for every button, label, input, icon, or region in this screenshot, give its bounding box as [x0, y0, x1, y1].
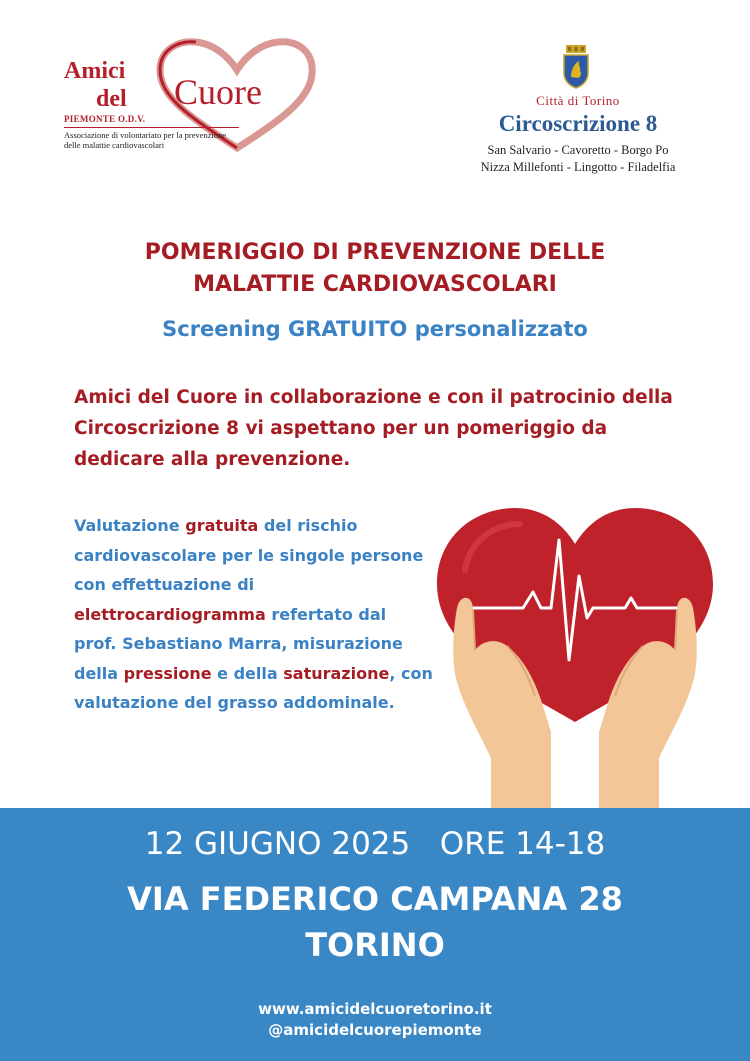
intro-paragraph: Amici del Cuore in collaborazione e con il patrocinio della Circoscrizione 8 vi aspettano per un pomeriggio da dedicare alla prevenzione. [74, 387, 673, 470]
title-line-2: MALATTIE CARDIOVASCOLARI [193, 272, 557, 297]
social-handle[interactable]: @amicidelcuorepiemonte [268, 1021, 482, 1039]
logo-text-piemonte: PIEMONTE O.D.V. [64, 114, 146, 124]
details-text-5: , con valutazione del grasso addominale. [74, 663, 433, 712]
event-address-street: VIA FEDERICO CAMPANA 28 [127, 880, 623, 918]
title-line-1: POMERIGGIO DI PREVENZIONE DELLE [144, 240, 606, 265]
details-text-3: refertato dal prof. Sebastiano Marra, misurazione della [74, 604, 403, 683]
circoscrizione-logo [455, 45, 705, 180]
heart-hands-icon [425, 500, 725, 810]
event-subtitle: Screening GRATUITO personalizzato [162, 317, 588, 341]
amici-del-cuore-logo [64, 38, 324, 158]
website-link[interactable]: www.amicidelcuoretorino.it [258, 1000, 492, 1018]
highlight-pressione: pressione [123, 663, 212, 683]
logo-description: Associazione di volontariato per la prevenzione delle malattie cardiovascolari [64, 127, 239, 150]
quartieri-line-1: San Salvario - Cavoretto - Borgo Po [487, 143, 669, 157]
event-title [40, 237, 710, 301]
details-text-4: e della [211, 663, 284, 683]
city-crest-icon [561, 45, 591, 89]
highlight-ecg: elettrocardiogramma [74, 604, 266, 624]
highlight-saturazione: saturazione [283, 663, 390, 683]
quartieri-line-2: Nizza Millefonti - Lingotto - Filadelfia [480, 160, 676, 174]
details-text-2: del rischio cardiovascolare per le singole persone con effettuazione di [74, 516, 424, 594]
citta-di-torino: Città di Torino [536, 93, 620, 108]
circoscrizione-title: Circoscrizione 8 [498, 111, 658, 136]
logo-text-del: del [96, 86, 127, 112]
highlight-gratuita: gratuita [185, 516, 259, 535]
details-text-1: Valutazione [74, 516, 186, 535]
details-paragraph [74, 511, 434, 718]
event-date-time: 12 GIUGNO 2025 ORE 14-18 [144, 826, 606, 862]
logo-text-cuore: Cuore [174, 72, 262, 112]
logo-text-amici: Amici [64, 58, 126, 84]
event-address-city: TORINO [305, 926, 445, 964]
